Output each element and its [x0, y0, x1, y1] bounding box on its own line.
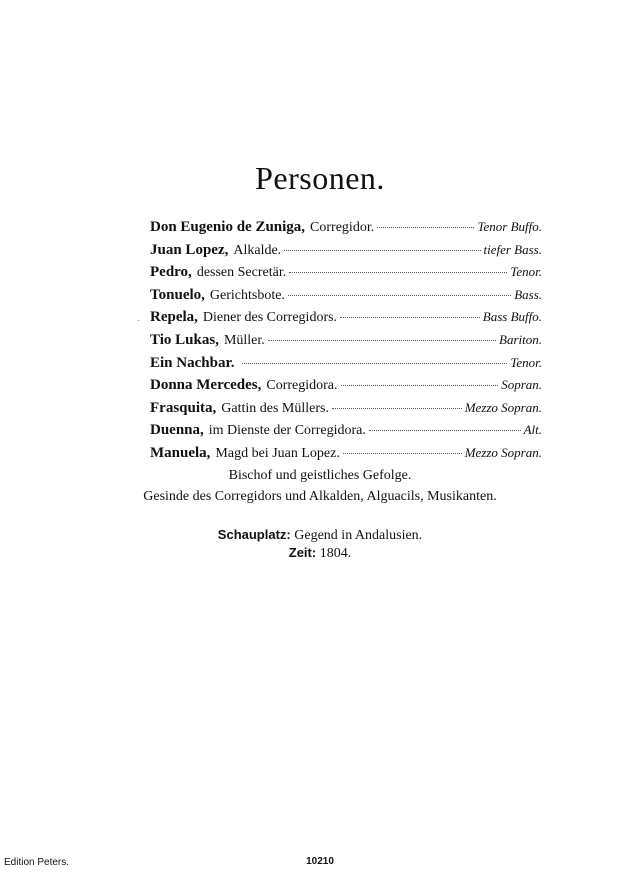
- cast-voice: Sopran.: [501, 377, 542, 393]
- cast-voice: tiefer Bass.: [483, 241, 542, 257]
- leader-dots: [343, 453, 462, 454]
- leader-dots: [288, 295, 511, 296]
- cast-name: Repela,: [150, 309, 198, 326]
- cast-row-manuela: [150, 445, 542, 468]
- cast-description: Magd bei Juan Lopez.: [215, 445, 340, 461]
- publisher-imprint: Edition Peters.: [4, 857, 70, 868]
- cast-row-frasquita: [150, 400, 542, 423]
- cast-row-nachbar: [150, 355, 542, 378]
- cast-name: Juan Lopez,: [150, 241, 229, 258]
- cast-row-repela: [150, 309, 542, 332]
- cast-voice: Tenor.: [510, 264, 542, 280]
- cast-name: Don Eugenio de Zuniga,: [150, 219, 306, 235]
- cast-description: Corregidor.: [310, 220, 375, 235]
- cast-name: Duenna,: [150, 422, 204, 439]
- cast-name: Tonuelo,: [150, 286, 205, 303]
- cast-row-tonuelo: [150, 287, 542, 310]
- setting-value: Gegend in Andalusien.: [294, 528, 423, 543]
- time-value: 1804.: [319, 546, 352, 561]
- cast-voice: Tenor Buffo.: [477, 219, 542, 234]
- cast-voice: Bariton.: [499, 331, 542, 347]
- cast-description: Gattin des Müllers.: [221, 400, 329, 416]
- cast-name: Frasquita,: [150, 399, 217, 416]
- leader-dots: [268, 340, 496, 341]
- cast-description: Diener des Corregidors.: [202, 310, 338, 326]
- cast-row-duenna: [150, 422, 542, 445]
- leader-dots: [369, 430, 521, 431]
- plate-number: 10210: [306, 856, 334, 867]
- time-label: Zeit:: [288, 545, 317, 560]
- cast-row-lukas: [150, 332, 542, 355]
- cast-voice: Mezzo Sopran.: [464, 399, 542, 415]
- cast-description: Alkalde.: [233, 242, 282, 258]
- cast-list: [150, 219, 542, 468]
- cast-description: Müller.: [223, 332, 265, 348]
- extras-line-clergy: Bischof und geistliches Gefolge.: [228, 468, 412, 483]
- setting-line: [0, 527, 640, 544]
- cast-row-zuniga: [150, 219, 542, 242]
- leader-dots: [242, 363, 507, 364]
- leader-dots: [340, 317, 480, 318]
- extras-line-servants: Gesinde des Corregidors und Alkalden, Alguacils, Musikanten.: [143, 489, 497, 504]
- leader-dots: [289, 272, 507, 273]
- cast-description: Gerichtsbote.: [209, 287, 285, 303]
- cast-row-pedro: [150, 264, 542, 287]
- cast-voice: Mezzo Sopran.: [464, 444, 542, 460]
- cast-description: Corregidora.: [266, 378, 338, 394]
- cast-voice: Bass Buffo.: [482, 309, 542, 325]
- cast-name: Donna Mercedes,: [150, 377, 262, 394]
- page-title: Personen.: [255, 160, 385, 196]
- cast-voice: Bass.: [514, 286, 542, 302]
- cast-voice: Alt.: [523, 422, 542, 438]
- leader-dots: [332, 408, 462, 409]
- cast-voice: Tenor.: [510, 354, 542, 370]
- cast-description: dessen Secretär.: [196, 265, 287, 281]
- cast-name: Tio Lukas,: [150, 331, 219, 348]
- cast-description: im Dienste der Corregidora.: [208, 423, 366, 439]
- setting-label: Schauplatz:: [217, 527, 291, 542]
- cast-name: Ein Nachbar.: [150, 354, 235, 371]
- time-line: [0, 545, 640, 562]
- leader-dots: [377, 227, 474, 228]
- cast-name: Manuela,: [150, 444, 211, 461]
- cast-row-lopez: [150, 242, 542, 265]
- cast-name: Pedro,: [150, 264, 192, 281]
- leader-dots: [284, 250, 480, 251]
- margin-mark: ·: [137, 316, 141, 327]
- leader-dots: [341, 385, 499, 386]
- cast-row-mercedes: [150, 377, 542, 400]
